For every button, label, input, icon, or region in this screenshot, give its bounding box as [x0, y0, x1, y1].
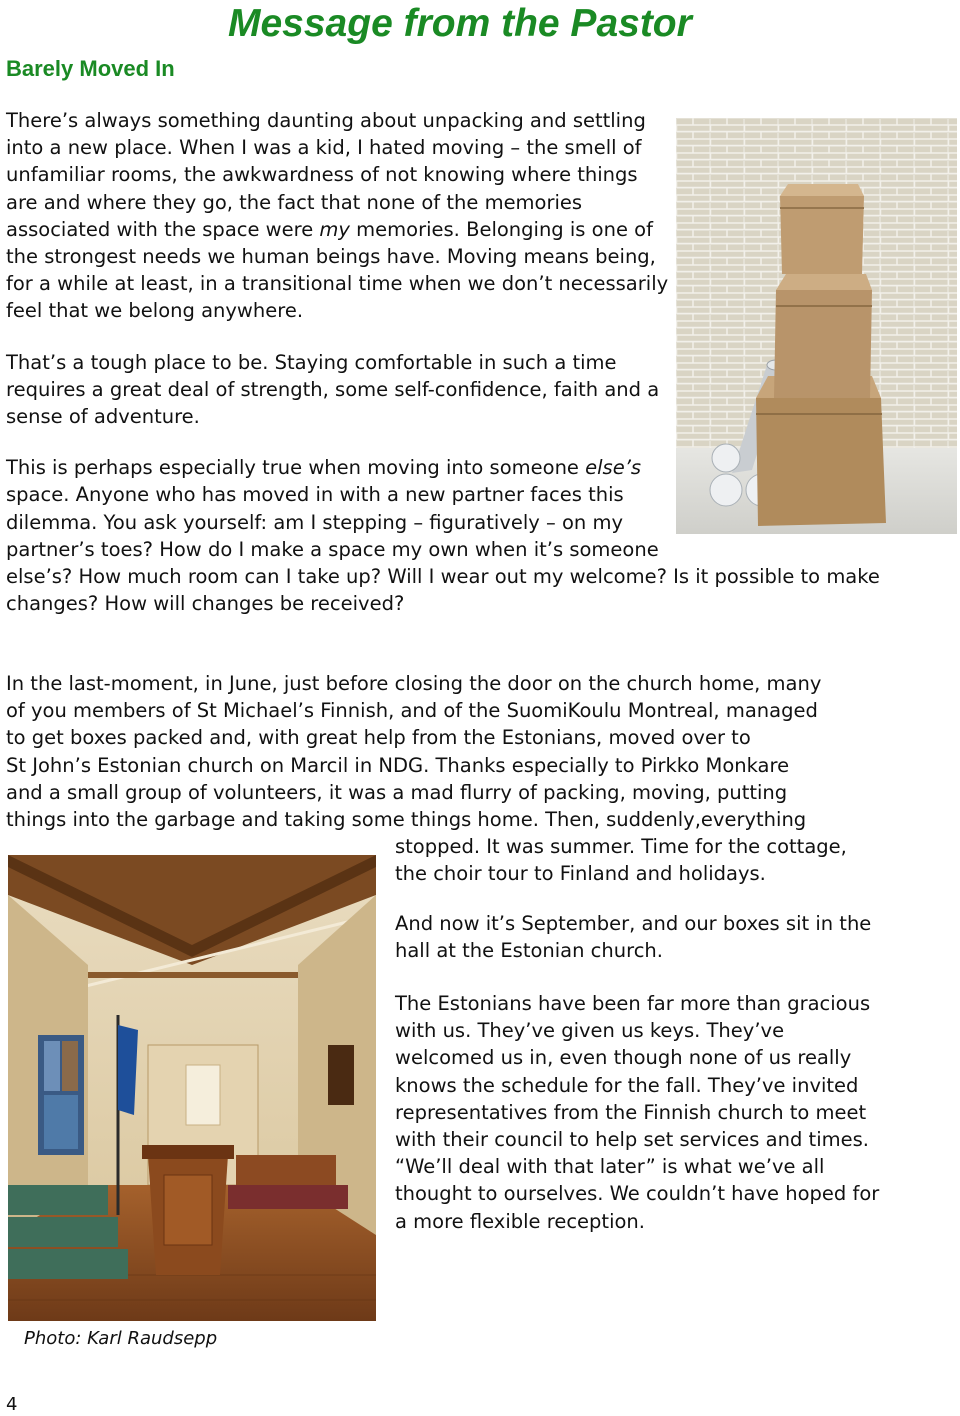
p4-line-5: and a small group of volunteers, it was a mad flurry of packing, moving, putting	[6, 780, 788, 804]
paragraph-2-text: That’s a tough place to be. Staying comfortable in such a time requires a great deal of strength, some self-confidence, faith and a sense of adventure.	[6, 350, 660, 429]
p4-line-1: In the last-moment, in June, just before closing the door on the church home, many	[6, 672, 822, 695]
church-illustration	[8, 855, 376, 1321]
p6-line-7: “We’ll deal with that later” is what we’ve all	[395, 1155, 825, 1179]
p5-line-2: hall at the Estonian church.	[395, 939, 663, 963]
p6-line-6: with their council to help set services and times.	[395, 1128, 869, 1152]
p4-cont-line-1: stopped. It was summer. Time for the cottage,	[395, 835, 847, 859]
p6-line-2: with us. They’ve given us keys. They’ve	[395, 1019, 785, 1043]
photo-float-space	[670, 107, 958, 539]
article-subtitle: Barely Moved In	[6, 56, 175, 81]
page-title: Message from the Pastor	[228, 2, 692, 45]
p4-line-2: of you members of St Michael’s Finnish, and of the SuomiKoulu Montreal, managed	[6, 699, 818, 723]
p6-line-3: welcomed us in, even though none of us really	[395, 1046, 852, 1070]
paragraph-6	[395, 990, 955, 1235]
paragraph-1-part-1: There’s always something daunting about unpacking and settling into a new place. When I was a kid, I hated moving – the smell of unfamiliar rooms, the awkwardness of not knowing where things are and where they go, the fact that none of the memories associated with the space were	[6, 109, 646, 241]
article-body-wrap	[6, 107, 958, 617]
p6-line-5: representatives from the Finnish church to meet	[395, 1100, 867, 1124]
p4-line-4: St John’s Estonian church on Marcil in NDG. Thanks especially to Pirkko Monkare	[6, 753, 790, 777]
church-interior-photo	[8, 855, 376, 1321]
p4-line-6: things into the garbage and taking some things home. Then, suddenly,everything	[6, 808, 807, 832]
p6-line-1: The Estonians have been far more than gracious	[395, 992, 871, 1015]
p4-cont-line-2: the choir tour to Finland and holidays.	[395, 862, 766, 886]
paragraph-3-emphasis: else’s	[585, 456, 642, 480]
paragraph-1-emphasis: my	[319, 217, 350, 241]
p5-line-1: And now it’s September, and our boxes sit in the	[395, 912, 872, 935]
p6-line-8: thought to ourselves. We couldn’t have hoped for	[395, 1182, 880, 1206]
p6-line-4: knows the schedule for the fall. They’ve invited	[395, 1073, 859, 1097]
paragraph-1-part-2: memories. Belonging is one of the strongest needs we human beings have. Moving means being, for a while at least, in a transitional time when we don’t necessarily feel that we belong anywhere.	[6, 217, 669, 323]
photo-caption: Photo: Karl Raudsepp	[24, 1328, 218, 1349]
p6-line-9: a more flexible reception.	[395, 1209, 645, 1233]
page-number: 4	[6, 1394, 18, 1415]
paragraph-3-part-2: space. Anyone who has moved in with a new partner faces this dilemma. You ask yourself: am I stepping – figuratively – on my partner’s toes? How do I make a space my own when it’s someone else’s? How much room can I take up? Will I wear out my welcome? Is it possible to make changes? How will changes be received?	[6, 483, 880, 616]
paragraph-3-part-1: This is perhaps especially true when moving into someone	[6, 456, 586, 480]
p4-line-3: to get boxes packed and, with great help from the Estonians, moved over to	[6, 726, 751, 750]
paragraph-5	[395, 910, 955, 964]
